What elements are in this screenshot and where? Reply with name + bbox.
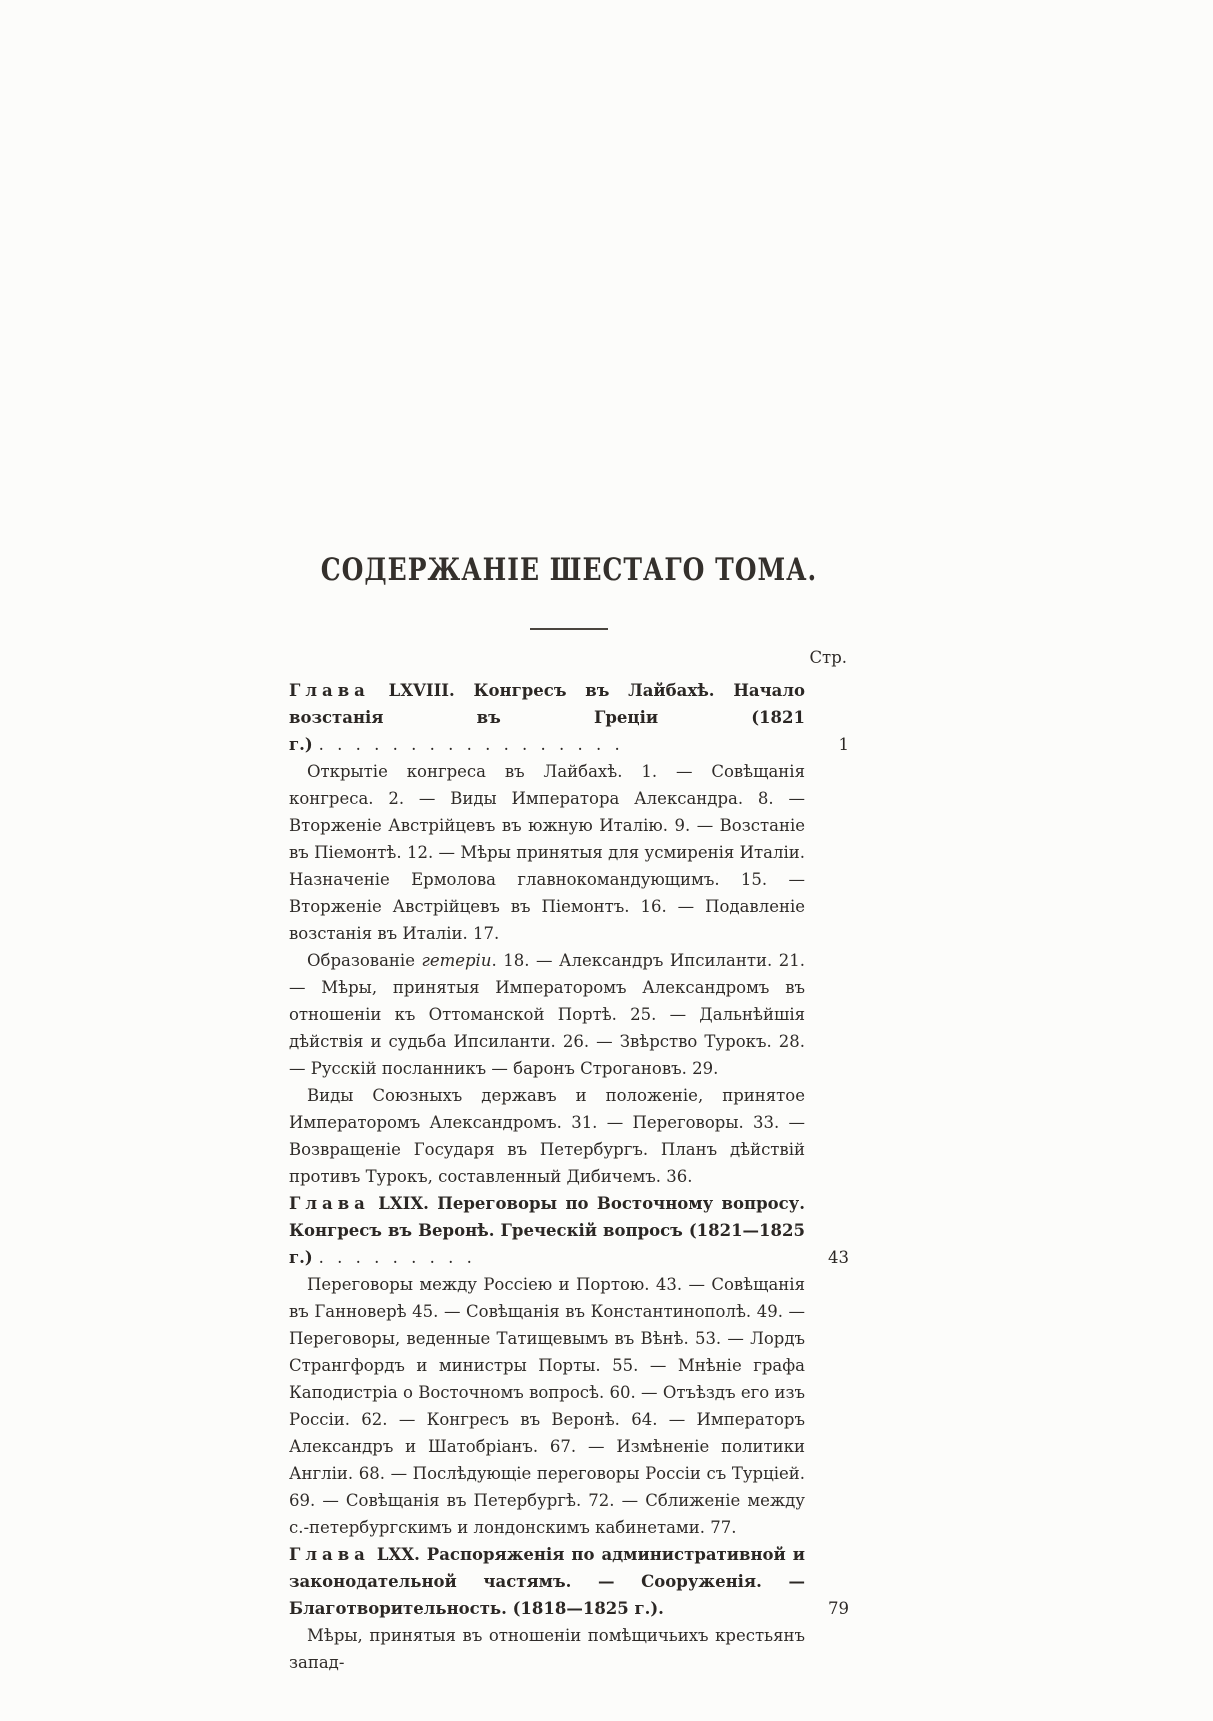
chapter-heading: [289, 1190, 805, 1271]
toc-entry-chapter-lxix: [289, 1190, 849, 1271]
chapter-label: Глава: [289, 1545, 370, 1564]
page-column-header: Стр.: [809, 648, 847, 667]
chapter-heading: [289, 1541, 805, 1622]
toc-summary-paragraph: Открытіе конгреса въ Лайбахѣ. 1. — Совѣщанія конгреса. 2. — Виды Императора Александра. 8. — Вторженіе Австрійцевъ въ южную Италію. 9. — Возстаніе въ Піемонтѣ. 12. — Мѣры принятыя для усмиренія Италіи. Назначеніе Ермолова главнокомандующимъ. 15. — Вторженіе Австрійцевъ въ Піемонтъ. 16. — Подавленіе возстанія въ Италіи. 17.: [289, 762, 805, 943]
italic-term: гетеріи: [421, 951, 492, 970]
chapter-title-text: Переговоры по Восточному вопросу. Конгресъ въ Веронѣ. Греческій вопросъ (1821—1825 г.): [289, 1194, 805, 1267]
chapter-label: Глава: [289, 1194, 370, 1213]
page-number: 1: [838, 735, 849, 754]
page-title: СОДЕРЖАНІЕ ШЕСТАГО ТОМА.: [320, 552, 818, 588]
toc-summary-paragraph: Виды Союзныхъ державъ и положеніе, принятое Императоромъ Александромъ. 31. — Переговоры. 33. — Возвращеніе Государя въ Петербургъ. Планъ дѣйствій противъ Турокъ, составленный Дибичемъ. 36.: [289, 1086, 805, 1186]
toc-summary-paragraph: [289, 947, 805, 1082]
chapter-number: LXX.: [376, 1545, 420, 1564]
dot-leader: . . . . . . . . .: [318, 1248, 476, 1267]
chapter-number: LXIX.: [378, 1194, 429, 1213]
toc-summary-paragraph: Переговоры между Россіею и Портою. 43. — Совѣщанія въ Ганноверѣ 45. — Совѣщанія въ Константинополѣ. 49. — Переговоры, веденные Татищевымъ въ Вѣнѣ. 53. — Лордъ Странгфордъ и министры Порты. 55. — Мнѣніе графа Каподистріа о Восточномъ вопросѣ. 60. — Отъѣздъ его изъ Россіи. 62. — Конгресъ въ Веронѣ. 64. — Императоръ Александръ и Шатобріанъ. 67. — Измѣненіе политики Англіи. 68. — Послѣдующіе переговоры Россіи съ Турціей. 69. — Совѣщанія въ Петербургѣ. 72. — Сближеніе между с.-петербургскимъ и лондонскимъ кабинетами. 77.: [289, 1275, 805, 1537]
page-number: 79: [828, 1599, 849, 1618]
toc-entry-chapter-lxviii: [289, 677, 849, 758]
paragraph-text-start: Образованіе: [307, 951, 422, 970]
chapter-heading: [289, 677, 805, 758]
paragraph-text-end: . 18. — Александръ Ипсиланти. 21. — Мѣры, принятыя Императоромъ Александромъ въ отношеніи къ Оттоманской Портѣ. 25. — Дальнѣйшія дѣйствія и судьба Ипсиланти. 26. — Звѣрство Турокъ. 28. — Русскій посланникъ — баронъ Строгановъ. 29.: [289, 951, 805, 1078]
toc-entry-chapter-lxx: [289, 1541, 849, 1622]
chapter-number: LXVIII.: [388, 681, 455, 700]
page-number: 43: [828, 1248, 849, 1267]
toc-summary-paragraph: Мѣры, принятыя въ отношеніи помѣщичьихъ крестьянъ запад-: [289, 1626, 805, 1672]
dot-leader: . . . . . . . . . . . . . . . . .: [318, 735, 624, 754]
chapter-label: Глава: [289, 681, 370, 700]
chapter-title-text: Распоряженія по административной и законодательной частямъ. — Сооруженія. — Благотворительность. (1818—1825 г.).: [289, 1545, 806, 1618]
toc-content: [289, 552, 849, 1676]
toc-entries: [289, 677, 849, 1676]
title-divider-rule: [530, 628, 608, 630]
chapter-title-text: Конгресъ въ Лайбахѣ. Начало возстанія въ Греціи (1821 г.): [289, 681, 806, 754]
